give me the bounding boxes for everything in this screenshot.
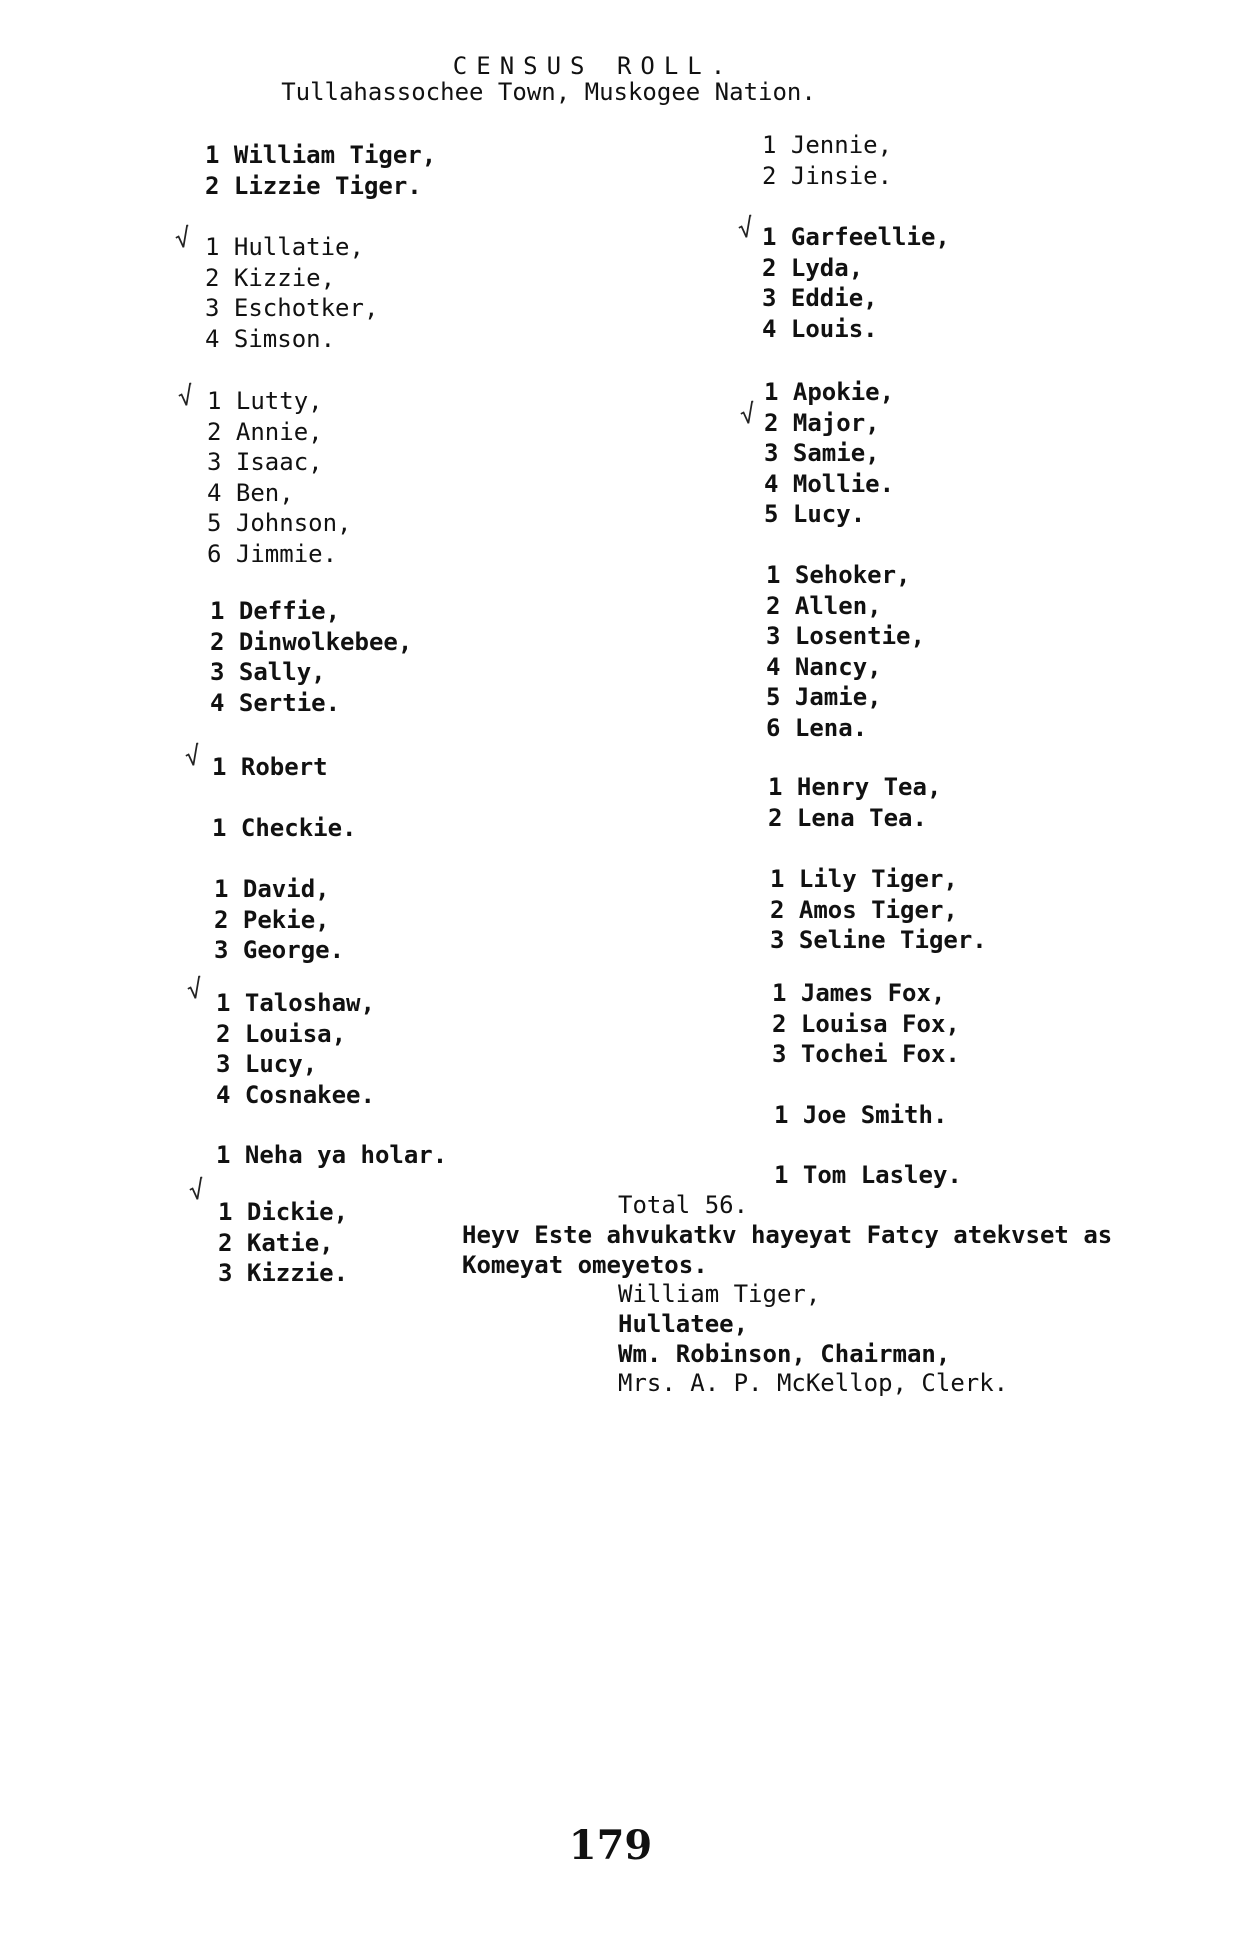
family-group-left-5 <box>212 752 328 783</box>
census-entry: 1 Joe Smith. <box>774 1101 948 1129</box>
check-mark-icon: √ <box>184 974 205 1006</box>
census-entry: 5 Jamie, <box>766 683 882 711</box>
statement-line-2: Komeyat omeyetos. <box>462 1251 708 1279</box>
census-entry: 2 Amos Tiger, <box>770 895 958 924</box>
census-entry: 4 Simson. <box>205 324 336 353</box>
census-entry: 6 Jimmie. <box>207 539 338 568</box>
page-number: 179 <box>568 1822 653 1869</box>
census-entry: 2 Louisa Fox, <box>772 1009 960 1038</box>
family-group-right-7 <box>772 978 960 1070</box>
census-entry: 4 Nancy, <box>766 652 882 681</box>
census-entry: 3 Seline Tiger. <box>770 926 987 954</box>
census-entry: 4 Ben, <box>207 478 294 507</box>
census-entry: 1 Lily Tiger, <box>770 865 958 893</box>
census-entry: 2 Major, <box>764 408 880 437</box>
census-entry: 1 William Tiger, <box>205 141 437 169</box>
census-entry: 4 Sertie. <box>210 688 341 717</box>
census-entry: 6 Lena. <box>766 713 868 742</box>
family-group-left-4 <box>210 596 412 718</box>
census-entry: 3 Lucy, <box>216 1050 318 1078</box>
signature-william-tiger: William Tiger, <box>618 1280 821 1308</box>
census-entry: 3 Samie, <box>764 439 880 467</box>
census-entry: 2 Annie, <box>207 417 323 446</box>
family-group-right-1 <box>762 130 892 191</box>
check-mark-icon: √ <box>737 399 758 431</box>
census-entry: 2 Lyda, <box>762 253 864 282</box>
family-group-left-6 <box>212 813 357 844</box>
census-entry: 1 David, <box>214 875 330 903</box>
signature-chairman: Wm. Robinson, Chairman, <box>618 1340 951 1368</box>
census-entry: 1 Hullatie, <box>205 233 364 261</box>
census-entry: 1 Checkie. <box>212 814 357 842</box>
signature-hullatee: Hullatee, <box>618 1310 749 1338</box>
census-entry: 2 Katie, <box>218 1228 334 1257</box>
family-group-left-8 <box>216 988 375 1110</box>
census-entry: 2 Lena Tea. <box>768 803 927 832</box>
census-entry: 2 Jinsie. <box>762 161 893 190</box>
statement-line-1: Heyv Este ahvukatkv hayeyat Fatcy atekvset as <box>462 1221 1113 1249</box>
census-entry: 3 Eddie, <box>762 284 878 312</box>
census-entry: 1 Garfeellie, <box>762 223 950 251</box>
family-group-right-2 <box>762 222 950 344</box>
census-entry: 1 Henry Tea, <box>768 773 942 801</box>
family-group-right-9 <box>774 1160 962 1191</box>
family-group-left-3 <box>207 386 352 569</box>
check-mark-icon: √ <box>735 213 756 245</box>
census-entry: 3 George. <box>214 936 345 964</box>
census-entry: 2 Allen, <box>766 591 882 620</box>
census-entry: 5 Lucy. <box>764 500 866 528</box>
check-mark-icon: √ <box>182 741 203 773</box>
census-entry: 4 Mollie. <box>764 469 895 498</box>
family-group-right-6 <box>770 864 987 956</box>
family-group-right-4 <box>766 560 925 743</box>
census-entry: 1 Deffie, <box>210 597 341 625</box>
census-entry: 1 James Fox, <box>772 979 946 1007</box>
family-group-left-2 <box>205 232 378 354</box>
census-entry: 1 Taloshaw, <box>216 989 375 1017</box>
census-entry: 1 Sehoker, <box>766 561 911 589</box>
family-group-left-9 <box>216 1140 447 1171</box>
census-entry: 2 Dinwolkebee, <box>210 627 413 656</box>
family-group-right-3 <box>764 377 894 530</box>
census-entry: 3 Isaac, <box>207 448 323 476</box>
census-entry: 5 Johnson, <box>207 509 352 537</box>
check-mark-icon: √ <box>186 1175 207 1207</box>
census-entry: 1 Dickie, <box>218 1198 349 1226</box>
census-entry: 3 Tochei Fox. <box>772 1040 960 1068</box>
census-entry: 1 Neha ya holar. <box>216 1141 448 1169</box>
census-entry: 2 Lizzie Tiger. <box>205 171 422 200</box>
document-title: CENSUS ROLL. <box>452 52 735 80</box>
census-entry: 1 Lutty, <box>207 387 323 415</box>
census-entry: 4 Cosnakee. <box>216 1080 375 1109</box>
family-group-right-5 <box>768 772 941 833</box>
census-entry: 3 Losentie, <box>766 622 925 650</box>
family-group-left-7 <box>214 874 344 966</box>
census-entry: 1 Jennie, <box>762 131 893 159</box>
census-entry: 3 Sally, <box>210 658 326 686</box>
family-group-left-1 <box>205 140 436 201</box>
family-group-right-8 <box>774 1100 947 1131</box>
check-mark-icon: √ <box>172 223 193 255</box>
document-subtitle: Tullahassochee Town, Muskogee Nation. <box>281 78 816 106</box>
signature-clerk: Mrs. A. P. McKellop, Clerk. <box>618 1369 1009 1397</box>
total-line: Total 56. <box>618 1191 749 1219</box>
census-entry: 3 Eschotker, <box>205 294 379 322</box>
census-entry: 2 Pekie, <box>214 905 330 934</box>
census-entry: 1 Apokie, <box>764 378 895 406</box>
check-mark-icon: √ <box>175 381 196 413</box>
census-entry: 3 Kizzie. <box>218 1259 349 1287</box>
census-entry: 2 Louisa, <box>216 1019 347 1048</box>
family-group-left-10 <box>218 1197 348 1289</box>
census-entry: 2 Kizzie, <box>205 263 336 292</box>
census-entry: 1 Tom Lasley. <box>774 1161 962 1189</box>
census-entry: 4 Louis. <box>762 314 878 343</box>
census-entry: 1 Robert <box>212 753 328 781</box>
